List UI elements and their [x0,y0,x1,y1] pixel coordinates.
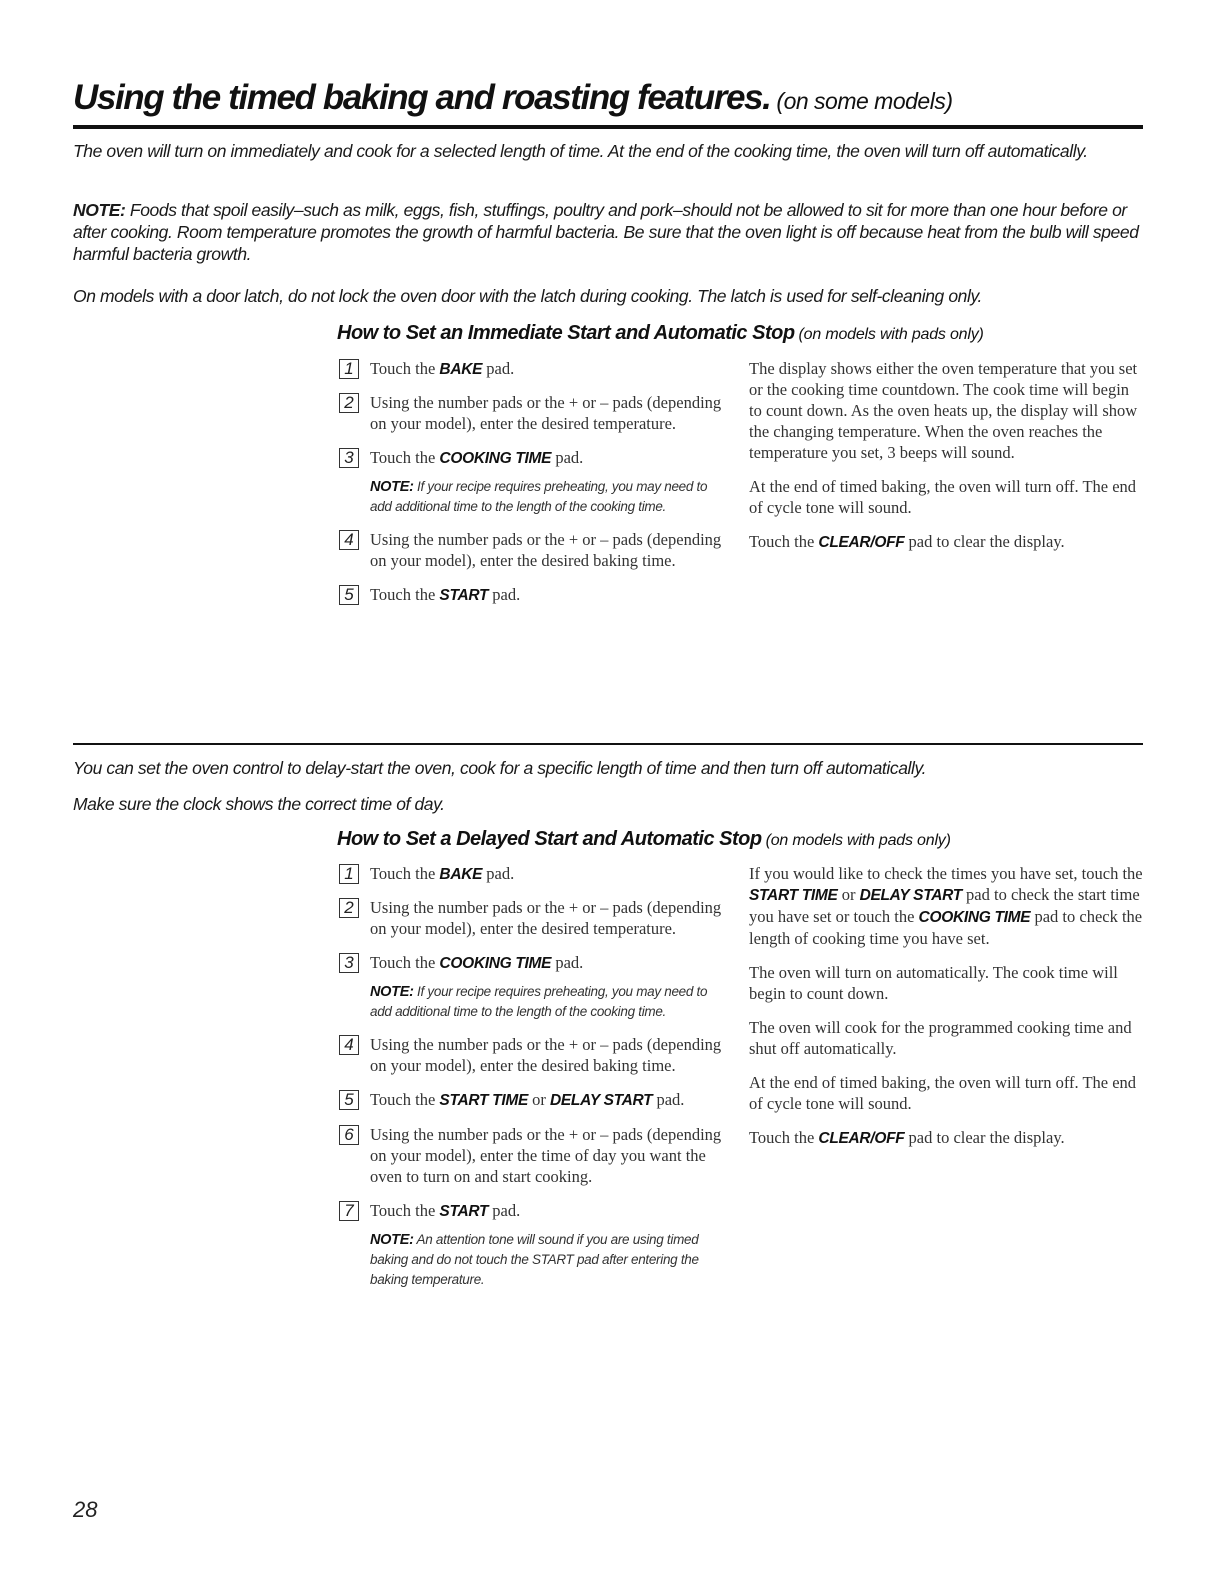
step-number-box: 1 [339,359,359,379]
delayed-step-4 [337,1034,722,1076]
step-number-box: 4 [339,1035,359,1055]
step-number-box: 7 [339,1201,359,1221]
clock-paragraph: Make sure the clock shows the correct time of day. [73,794,445,814]
side-text: pad to check the start time you have set or touch the [749,885,1140,926]
delayed-side-shutoff: The oven will cook for the programmed cooking time and shut off automatically. [749,1018,1132,1058]
page-title [73,78,952,118]
step-number-box: 4 [339,530,359,550]
immediate-steps [337,358,722,606]
step-text: Touch the [370,359,440,378]
step-text: Using the number pads or the + or – pads (depending on your model), enter the desired baking time. [370,1035,722,1075]
start-time-pad-label: START TIME [749,887,838,904]
delayed-step-2 [337,897,722,939]
immediate-side-end: At the end of timed baking, the oven will turn off. The end of cycle tone will sound. [749,477,1137,517]
title-rule [73,125,1143,129]
immediate-side-display: The display shows either the oven temperature that you set or the cooking time countdown. The cook time will begin to count down. As the oven heats up, the display will show the changing temperature. When the oven reaches the temperature you set, 3 beeps will sound. [749,359,1138,462]
step-number-box: 5 [339,585,359,605]
immediate-step-5 [337,584,722,606]
intro-latch-paragraph: On models with a door latch, do not lock the oven door with the latch during cooking. The latch is used for self-cleaning only. [73,286,982,306]
delayed-title-text: How to Set a Delayed Start and Automatic Stop [337,828,762,850]
side-text: Touch the [749,532,819,551]
cooking-time-pad-label: COOKING TIME [439,955,552,972]
delayed-side-clear [749,1127,1145,1149]
immediate-step-1 [337,358,722,380]
clear-off-pad-label: CLEAR/OFF [818,534,905,551]
intro-note-label: NOTE: [73,200,126,220]
note-label: NOTE: [370,1232,414,1248]
cooking-time-pad-label: COOKING TIME [918,909,1031,926]
step-number-box: 3 [339,953,359,973]
cooking-time-pad-label: COOKING TIME [439,450,552,467]
step-text-end: pad. [482,359,515,378]
step-text-end: pad. [488,1201,521,1220]
step-text-end: pad. [551,448,584,467]
step-text: Touch the [370,448,440,467]
side-text: If you would like to check the times you have set, touch the [749,864,1143,883]
delay-start-pad-label: DELAY START [549,1092,653,1109]
side-text: Touch the [749,1128,819,1147]
note-text: An attention tone will sound if you are using timed baking and do not touch the START pad after entering the baking temperature. [370,1232,699,1287]
step-number-box: 2 [339,898,359,918]
page-number: 28 [73,1497,98,1522]
immediate-side-column [749,358,1145,553]
section-divider [73,743,1143,745]
step-text-end: pad. [652,1090,685,1109]
note-text: If your recipe requires preheating, you may need to add additional time to the length of the cooking time. [370,479,708,514]
step-number-box: 3 [339,448,359,468]
step-note [370,982,722,1022]
step-text: Using the number pads or the + or – pads (depending on your model), enter the desired baking time. [370,530,722,570]
immediate-title-text: How to Set an Immediate Start and Automatic Stop [337,322,795,344]
step-number-box: 2 [339,393,359,413]
start-pad-label: START [439,1203,489,1220]
immediate-step-2 [337,392,722,434]
immediate-title-suffix: (on models with pads only) [798,326,984,343]
start-pad-label: START [439,587,489,604]
delayed-step-3 [337,952,722,1022]
immediate-side-clear [749,531,1145,553]
note-label: NOTE: [370,984,414,1000]
immediate-section-title [337,322,984,345]
delayed-steps [337,863,722,1290]
side-text: pad to check the length of cooking time you have set. [749,907,1143,948]
side-text: or [837,885,860,904]
page-title-suffix: (on some models) [776,88,953,114]
step-number-box: 5 [339,1090,359,1110]
step-text: Using the number pads or the + or – pads (depending on your model), enter the desired temperature. [370,898,722,938]
delayed-title-suffix: (on models with pads only) [765,832,951,849]
delayed-side-check-times [749,863,1145,949]
delayed-side-auto-on: The oven will turn on automatically. The cook time will begin to count down. [749,963,1118,1003]
immediate-step-3 [337,447,722,517]
step-text: Using the number pads or the + or – pads (depending on your model), enter the time of day you want the oven to turn on and start cooking. [370,1125,722,1186]
step-text-end: pad. [488,585,521,604]
intro-note [73,199,1143,265]
step-text-end: pad. [482,864,515,883]
bake-pad-label: BAKE [439,866,483,883]
note-text: If your recipe requires preheating, you may need to add additional time to the length of the cooking time. [370,984,708,1019]
delayed-side-end: At the end of timed baking, the oven will turn off. The end of cycle tone will sound. [749,1073,1137,1113]
delayed-section-title [337,828,951,851]
page-title-text: Using the timed baking and roasting features. [73,78,771,117]
delayed-side-column [749,863,1145,1149]
bake-pad-label: BAKE [439,361,483,378]
step-text: Touch the [370,953,440,972]
step-text-end: pad. [551,953,584,972]
delayed-step-6 [337,1124,722,1187]
delayed-intro-paragraph: You can set the oven control to delay-start the oven, cook for a specific length of time and then turn off automatically. [73,758,927,778]
delayed-step-1 [337,863,722,885]
intro-paragraph: The oven will turn on immediately and cook for a selected length of time. At the end of the cooking time, the oven will turn off automatically. [73,141,1088,161]
step-text: Touch the [370,1201,440,1220]
clear-off-pad-label: CLEAR/OFF [818,1130,905,1147]
start-time-pad-label: START TIME [439,1092,528,1109]
step-number-box: 6 [339,1125,359,1145]
immediate-step-4 [337,529,722,571]
note-label: NOTE: [370,479,414,495]
step-text: Touch the [370,864,440,883]
side-text-end: pad to clear the display. [904,1128,1065,1147]
step-note [370,477,722,517]
side-text-end: pad to clear the display. [904,532,1065,551]
step-text-mid: or [527,1090,550,1109]
step-number-box: 1 [339,864,359,884]
delayed-step-5 [337,1089,722,1111]
step-text: Using the number pads or the + or – pads (depending on your model), enter the desired temperature. [370,393,722,433]
step-text: Touch the [370,1090,440,1109]
step-note [370,1230,722,1290]
delayed-step-7 [337,1200,722,1290]
delay-start-pad-label: DELAY START [859,887,962,904]
step-text: Touch the [370,585,440,604]
intro-note-text: Foods that spoil easily–such as milk, eggs, fish, stuffings, poultry and pork–should not be allowed to sit for more than one hour before or after cooking. Room temperature promotes the growth of harmful bacteria. Be sure that the oven light is off because heat from the bulb will speed harmful bacteria growth. [73,200,1139,264]
